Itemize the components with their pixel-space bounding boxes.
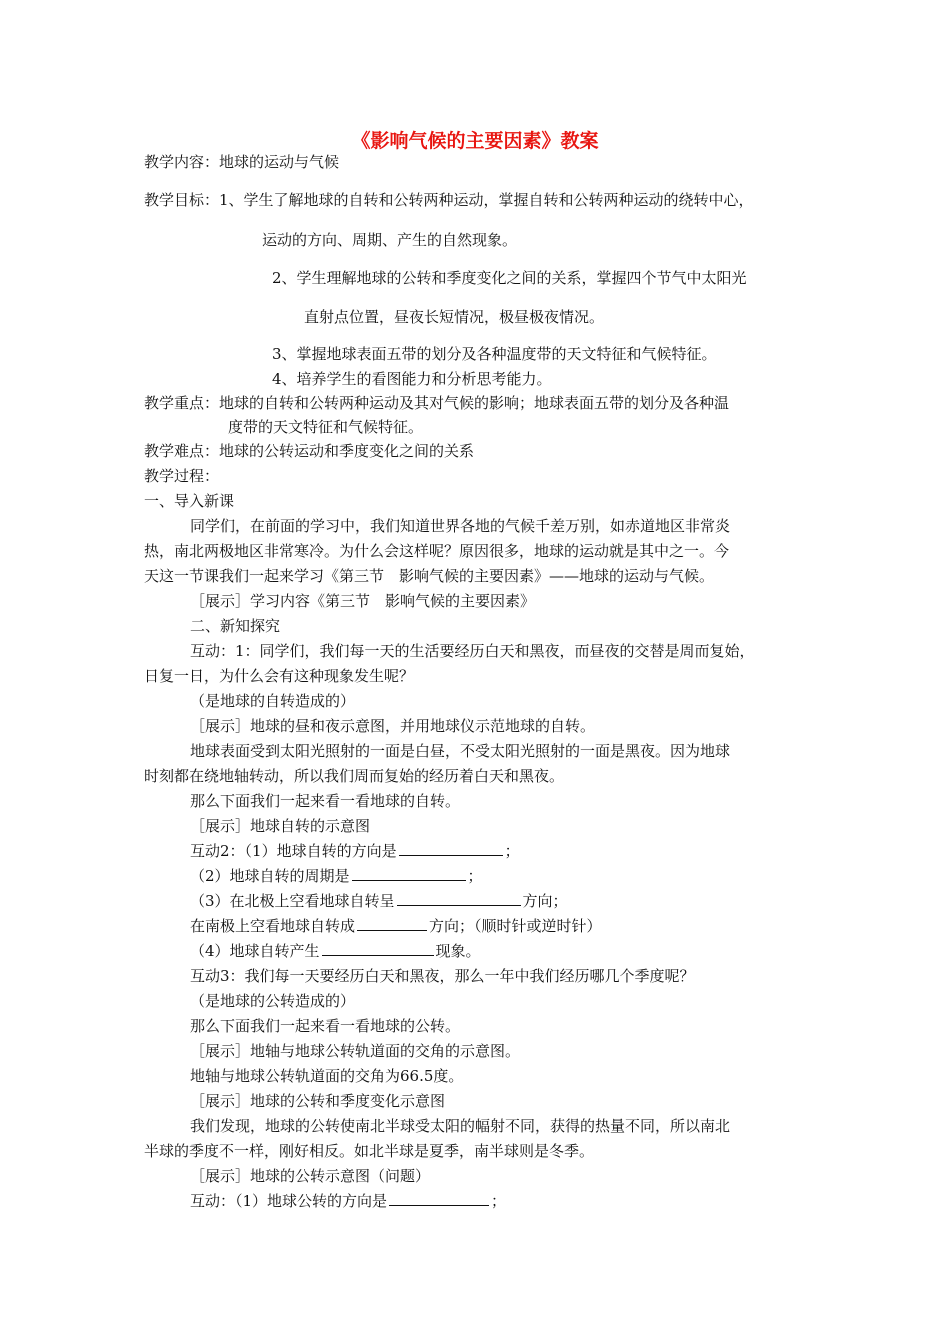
teaching-goal-4: 4、培养学生的看图能力和分析思考能力。 xyxy=(272,370,552,388)
question-text: 互动：（1）地球公转的方向是 xyxy=(190,1192,388,1210)
question-text: 互动2：（1）地球自转的方向是 xyxy=(190,842,397,860)
teaching-difficulty: 教学难点：地球的公转运动和季度变化之间的关系 xyxy=(144,442,475,460)
paragraph-line: ［展示］地球的公转和季度变化示意图 xyxy=(190,1092,446,1110)
teaching-focus-cont: 度带的天文特征和气候特征。 xyxy=(228,418,424,436)
fill-in-line xyxy=(190,1191,506,1211)
teaching-goal-3: 3、掌握地球表面五带的划分及各种温度带的天文特征和气候特征。 xyxy=(272,345,717,363)
fill-in-line xyxy=(190,866,483,886)
answer-blank[interactable] xyxy=(399,841,503,856)
document-title: 《影响气候的主要因素》教案 xyxy=(351,130,599,152)
paragraph-line: （是地球的自转造成的） xyxy=(190,692,356,710)
fill-in-line xyxy=(190,916,602,936)
paragraph-line: 日复一日，为什么会有这种现象发生呢？ xyxy=(144,667,415,685)
paragraph-line: ［展示］地球的昼和夜示意图，并用地球仪示范地球的自转。 xyxy=(190,717,596,735)
paragraph-line: 热，南北两极地区非常寒冷。为什么会这样呢？原因很多，地球的运动就是其中之一。今 xyxy=(144,542,730,560)
paragraph-line: ［展示］地球自转的示意图 xyxy=(190,817,371,835)
teaching-goal-2: 2、学生理解地球的公转和季度变化之间的关系，掌握四个节气中太阳光 xyxy=(272,269,747,287)
paragraph-line: 地轴与地球公转轨道面的交角为66.5度。 xyxy=(190,1067,464,1085)
teaching-goal-1: 教学目标：1、学生了解地球的自转和公转两种运动，掌握自转和公转两种运动的绕转中心， xyxy=(144,191,754,209)
paragraph-line: ［展示］地球的公转示意图（问题） xyxy=(190,1167,431,1185)
teaching-goal-1-cont: 运动的方向、周期、产生的自然现象。 xyxy=(262,231,518,249)
paragraph-line: 互动：1：同学们，我们每一天的生活要经历白天和黑夜，而昼夜的交替是周而复始， xyxy=(190,642,755,660)
paragraph-line: ［展示］地轴与地球公转轨道面的交角的示意图。 xyxy=(190,1042,521,1060)
answer-blank[interactable] xyxy=(357,916,427,931)
paragraph-line: 半球的季度不一样，刚好相反。如北半球是夏季，南半球则是冬季。 xyxy=(144,1142,595,1160)
paragraph-line: 那么下面我们一起来看一看地球的自转。 xyxy=(190,792,461,810)
answer-blank[interactable] xyxy=(389,1191,489,1206)
paragraph-line: 互动3：我们每一天要经历白天和黑夜，那么一年中我们经历哪几个季度呢？ xyxy=(190,967,695,985)
answer-blank[interactable] xyxy=(397,891,521,906)
paragraph-line: ［展示］学习内容《第三节 影响气候的主要因素》 xyxy=(190,592,536,610)
fill-in-line xyxy=(190,841,520,861)
paragraph-line: 那么下面我们一起来看一看地球的公转。 xyxy=(190,1017,461,1035)
fill-in-line xyxy=(190,941,481,961)
paragraph-line: 我们发现，地球的公转使南北半球受太阳的幅射不同，获得的热量不同，所以南北 xyxy=(190,1117,731,1135)
paragraph-line: 天这一节课我们一起来学习《第三节 影响气候的主要因素》——地球的运动与气候。 xyxy=(144,567,715,585)
section-heading-2: 二、新知探究 xyxy=(190,617,281,635)
question-text: （4）地球自转产生 xyxy=(190,942,320,960)
question-text: ； xyxy=(491,1192,507,1210)
teaching-content: 教学内容：地球的运动与气候 xyxy=(144,153,340,171)
paragraph-line: （是地球的公转造成的） xyxy=(190,992,356,1010)
teaching-goal-2-cont: 直射点位置，昼夜长短情况，极昼极夜情况。 xyxy=(304,308,605,326)
section-heading-1: 一、导入新课 xyxy=(144,492,235,510)
question-text: ； xyxy=(504,842,520,860)
question-text: 方向；（顺时针或逆时针） xyxy=(429,917,602,935)
fill-in-line xyxy=(190,891,568,911)
teaching-focus: 教学重点：地球的自转和公转两种运动及其对气候的影响；地球表面五带的划分及各种温 xyxy=(144,394,730,412)
question-text: 现象。 xyxy=(435,942,481,960)
answer-blank[interactable] xyxy=(352,866,466,881)
question-text: （3）在北极上空看地球自转呈 xyxy=(190,892,395,910)
question-text: 方向； xyxy=(522,892,568,910)
answer-blank[interactable] xyxy=(322,941,434,956)
question-text: ； xyxy=(467,867,483,885)
question-text: （2）地球自转的周期是 xyxy=(190,867,350,885)
paragraph-line: 同学们，在前面的学习中，我们知道世界各地的气候千差万别，如赤道地区非常炎 xyxy=(190,517,731,535)
paragraph-line: 时刻都在绕地轴转动，所以我们周而复始的经历着白天和黑夜。 xyxy=(144,767,565,785)
teaching-process-heading: 教学过程： xyxy=(144,467,220,485)
paragraph-line: 地球表面受到太阳光照射的一面是白昼，不受太阳光照射的一面是黑夜。因为地球 xyxy=(190,742,731,760)
question-text: 在南极上空看地球自转成 xyxy=(190,917,356,935)
